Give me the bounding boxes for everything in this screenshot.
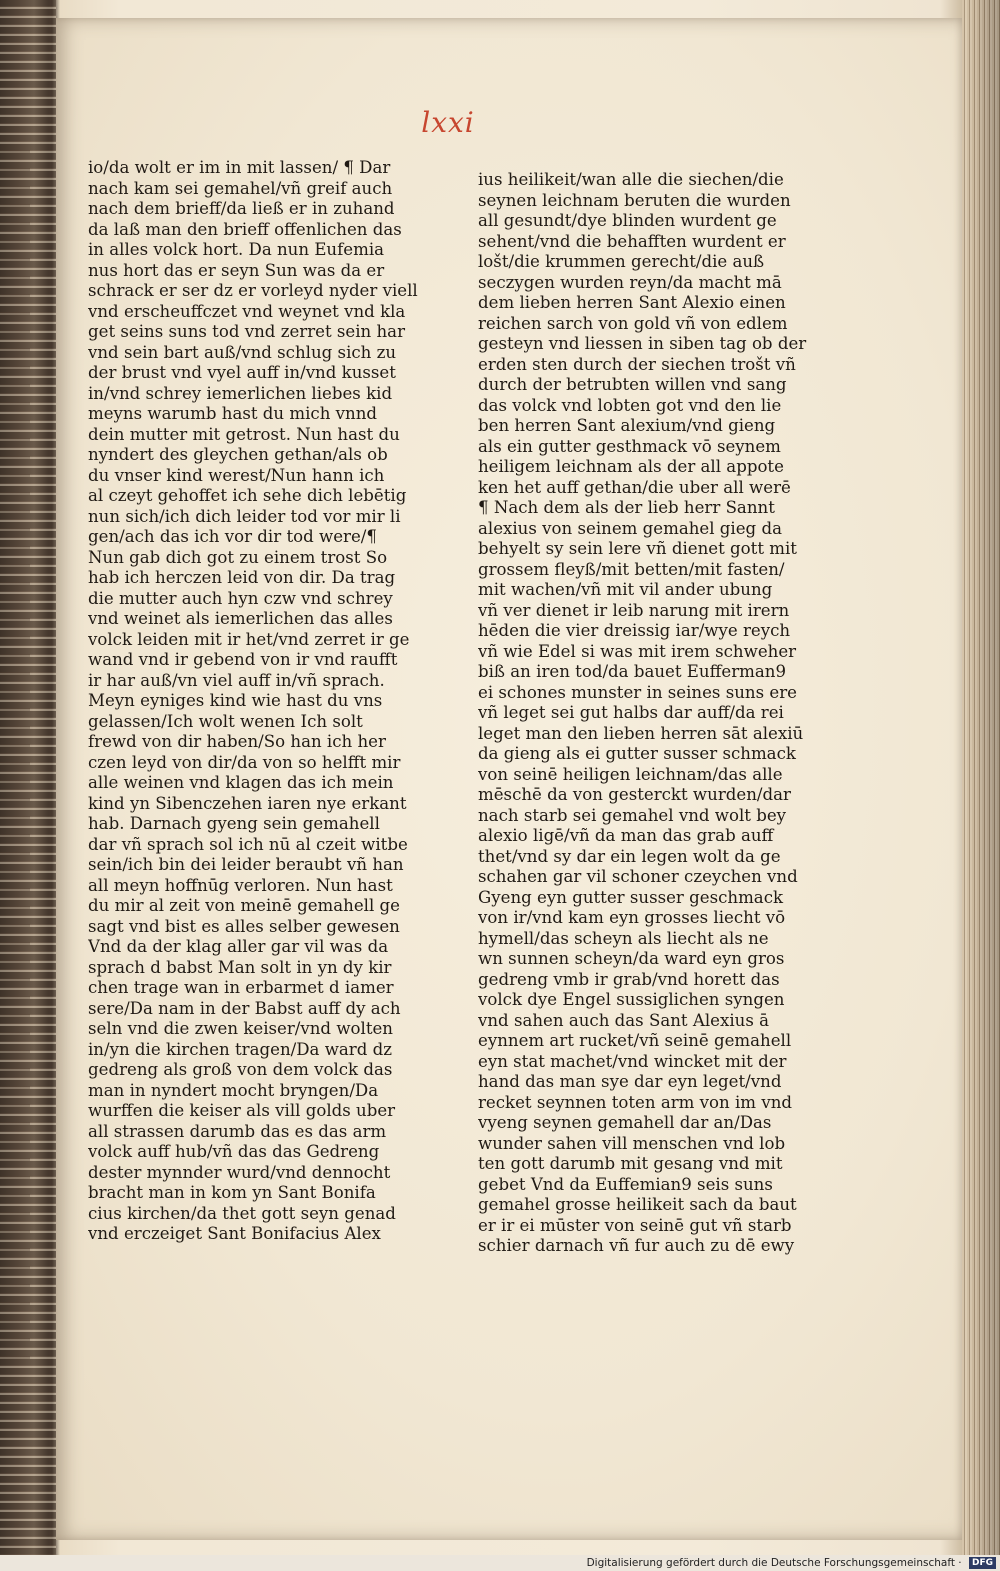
funding-footer: [0, 1555, 1000, 1571]
text-line: als ein gutter gesthmack vō seynem: [478, 436, 781, 456]
text-line: get seins suns tod vnd zerret sein har: [88, 322, 406, 341]
text-line: reichen sarch von gold vñ von edlem: [478, 313, 788, 333]
text-line: vñ leget sei gut halbs dar auff/da rei: [478, 703, 784, 722]
left-text-column: [88, 158, 418, 1245]
text-line: eyn stat machet/vnd wincket mit der: [478, 1051, 787, 1071]
text-line: vñ wie Edel si was mit irem schweher: [478, 641, 797, 661]
text-line: du vnser kind werest/Nun hann ich: [88, 465, 385, 485]
text-line: all gesundt/dye blinden wurdent ge: [478, 211, 777, 230]
text-line: der brust vnd vyel auff in/vnd kusset: [88, 363, 396, 382]
text-line: leget man den lieben herren sāt alexiū: [478, 723, 804, 743]
text-line: vnd weinet als iemerlichen das alles: [88, 609, 393, 628]
text-line: all strassen darumb das es das arm: [88, 1121, 387, 1141]
text-line: nach dem brieff/da ließ er in zuhand: [88, 199, 395, 218]
text-line: heiligem leichnam als der all appote: [478, 457, 784, 476]
text-line: bracht man in kom yn Sant Bonifa: [88, 1183, 376, 1202]
text-line: vnd sahen auch das Sant Alexius ā: [478, 1010, 770, 1030]
text-line: ius heilikeit/wan alle die siechen/die: [478, 170, 784, 189]
text-line: seln vnd die zwen keiser/vnd wolten: [88, 1019, 393, 1038]
text-line: ir har auß/vn viel auff in/vñ sprach.: [88, 670, 385, 690]
text-line: in/yn die kirchen tragen/Da ward dz: [88, 1039, 392, 1059]
text-line: gebet Vnd da Euffemian9 seis suns: [478, 1174, 773, 1194]
text-line: sprach d̄ babst Man solt in yn dy kir: [88, 957, 392, 977]
text-line: dar vñ sprach sol ich nū al czeit witbe: [88, 834, 408, 854]
text-line: Vnd da der klag aller gar vil was da: [88, 937, 389, 956]
text-line: nach kam sei gemahel/vñ greif auch: [88, 178, 393, 198]
text-line: wurffen die keiser als vill golds uber: [88, 1101, 396, 1120]
text-line: Meyn eyniges kind wie hast du vns: [88, 691, 383, 710]
text-line: vnd sein bart auß/vnd schlug sich zu: [88, 342, 397, 362]
text-line: wand vnd ir gebend von ir vnd raufft: [88, 650, 398, 669]
text-line: nun sich/ich dich leider tod vor mir li: [88, 506, 401, 526]
text-line: da gieng als ei gutter susser schmack: [478, 744, 796, 763]
folio-number: lxxi: [421, 106, 475, 139]
text-line: sere/Da nam in der Babst auff dy ach: [88, 998, 401, 1018]
text-line: Gyeng eyn gutter susser geschmack: [478, 887, 784, 907]
text-line: vñ ver dienet ir leib narung mit irern: [478, 600, 790, 620]
text-line: seczygen wurden reyn/da macht mā: [478, 272, 782, 292]
text-line: da laß man den brieff offenlichen das: [88, 219, 402, 239]
text-line: in/vnd schrey iemerlichen liebes kid: [88, 383, 393, 403]
text-line: schahen gar vil schoner czeychen vnd: [478, 867, 798, 886]
text-line: wn sunnen scheyn/da ward eyn gros: [478, 949, 785, 968]
text-line: alexius von seinem gemahel gieg da: [478, 518, 782, 538]
text-line: frewd von dir haben/So han ich her: [88, 732, 386, 751]
text-line: hab ich herczen leid von dir. Da trag: [88, 568, 396, 587]
text-line: ken het auff gethan/die uber all werē: [478, 477, 791, 497]
text-line: cius kirchen/da thet gott seyn genad: [88, 1203, 396, 1223]
text-line: gen/ach das ich vor dir tod were/¶: [88, 527, 377, 546]
text-line: Nun gab dich got zu einem trost So: [88, 547, 388, 567]
text-line: czen leyd von dir/da von so helfft mir: [88, 752, 401, 772]
text-line: al czeyt gehoffet ich sehe dich lebētig: [88, 486, 407, 505]
dfg-logo: DFG: [969, 1557, 996, 1569]
text-line: eynnem art rucket/vñ seinē gemahell: [478, 1031, 792, 1050]
text-line: in alles volck hort. Da nun Eufemia: [88, 240, 385, 259]
text-line: mēschē da von gesterckt wurden/dar: [478, 785, 791, 804]
text-line: ei schones munster in seines suns ere: [478, 682, 797, 702]
text-line: volck auff hub/vñ das das Gedreng: [88, 1142, 380, 1161]
text-line: vyeng seynen gemahell dar an/Das: [478, 1113, 772, 1132]
text-line: hymell/das scheyn als liecht als ne: [478, 928, 769, 948]
text-line: dein mutter mit getrost. Nun hast du: [88, 424, 400, 444]
text-line: vnd erczeiget Sant Bonifacius Alex: [88, 1224, 381, 1243]
text-line: gedreng vmb ir grab/vnd horett das: [478, 969, 780, 989]
text-line: vnd erscheuffczet vnd weynet vnd kla: [88, 301, 406, 321]
text-line: thet/vnd sy dar ein legen wolt da ge: [478, 846, 781, 866]
right-page-edge: [962, 0, 1000, 1571]
text-line: schier darnach vñ fur auch zu dē ewy: [478, 1236, 795, 1255]
text-line: die mutter auch hyn czw vnd schrey: [88, 588, 393, 608]
text-line: recket seynnen toten arm von im vnd: [478, 1092, 793, 1112]
text-line: von seinē heiligen leichnam/das alle: [478, 764, 783, 784]
text-line: lošt/die krummen gerecht/die auß: [478, 252, 765, 271]
text-line: man in nyndert mocht bryngen/Da: [88, 1080, 379, 1100]
text-line: biß an iren tod/da bauet Eufferman9: [478, 662, 787, 681]
text-line: kind yn Sibenczehen iaren nye erkant: [88, 793, 407, 813]
text-line: ten gott darumb mit gesang vnd mit: [478, 1154, 783, 1173]
text-line: grossem fleyß/mit betten/mit fasten/: [478, 559, 785, 579]
text-line: dem lieben herren Sant Alexio einen: [478, 293, 786, 312]
text-line: erden sten durch der siechen trošt vñ: [478, 354, 796, 374]
text-line: gedreng als groß von dem volck das: [88, 1060, 393, 1079]
text-line: sein/ich bin dei leider beraubt vñ han: [88, 855, 404, 874]
text-line: alle weinen vnd klagen das ich mein: [88, 773, 394, 792]
text-line: hab. Darnach gyeng sein gemahell: [88, 814, 380, 833]
text-line: wunder sahen vill menschen vnd lob: [478, 1133, 786, 1153]
text-line: hēden die vier dreissig iar/wye reych: [478, 621, 791, 640]
text-line: gesteyn vnd liessen in siben tag ob der: [478, 334, 807, 353]
text-line: volck leiden mit ir het/vnd zerret ir ge: [88, 629, 410, 649]
text-line: schrack er ser dz er vorleyd nyder viell: [88, 281, 418, 300]
text-line: dester mynnder wurd/vnd dennocht: [88, 1162, 391, 1182]
text-line: das volck vnd lobten got vnd den lie: [478, 395, 782, 415]
text-line: meyns warumb hast du mich vnnd: [88, 404, 378, 423]
text-line: du mir al zeit von meinē gemahell ge: [88, 896, 400, 915]
text-line: chen trage wan in erbarmet d̄ iamer: [88, 978, 394, 997]
text-line: nus hort das er seyn Sun was da er: [88, 260, 385, 280]
text-line: volck dye Engel sussiglichen syngen: [478, 990, 785, 1009]
text-line: behyelt sy sein lere vñ dienet gott mit: [478, 539, 797, 558]
text-line: all meyn hoffnūg verloren. Nun hast: [88, 875, 393, 895]
text-line: sagt vnd bist es alles selber gewesen: [88, 916, 400, 936]
text-line: er ir ei mūster von seinē gut vñ starb: [478, 1215, 792, 1235]
text-line: nyndert des gleychen gethan/als ob: [88, 445, 388, 464]
right-text-column: [478, 170, 808, 1257]
text-line: ¶ Nach dem als der lieb herr Sannt: [478, 498, 775, 517]
footer-text: Digitalisierung gefördert durch die Deutsche Forschungsgemeinschaft ·: [586, 1557, 962, 1569]
text-line: durch der betrubten willen vnd sang: [478, 375, 787, 394]
text-line: gelassen/Ich wolt wenen Ich solt: [88, 711, 363, 731]
text-line: io/da wolt er im in mit lassen/ ¶ Dar: [88, 158, 391, 177]
text-line: nach starb sei gemahel vnd wolt bey: [478, 805, 787, 825]
text-line: mit wachen/vñ mit vil ander ubung: [478, 580, 773, 599]
text-line: seynen leichnam beruten die wurden: [478, 190, 791, 210]
text-line: alexio ligē/vñ da man das grab auff: [478, 826, 774, 845]
text-line: ben herren Sant alexium/vnd gieng: [478, 416, 776, 435]
text-line: gemahel grosse heilikeit sach da baut: [478, 1195, 797, 1214]
text-line: von ir/vnd kam eyn grosses liecht vō: [478, 908, 786, 927]
left-page-bleed-text: [0, 150, 30, 1370]
text-line: hand das man sye dar eyn leget/vnd: [478, 1072, 782, 1091]
text-line: sehent/vnd die behafften wurdent er: [478, 231, 786, 251]
